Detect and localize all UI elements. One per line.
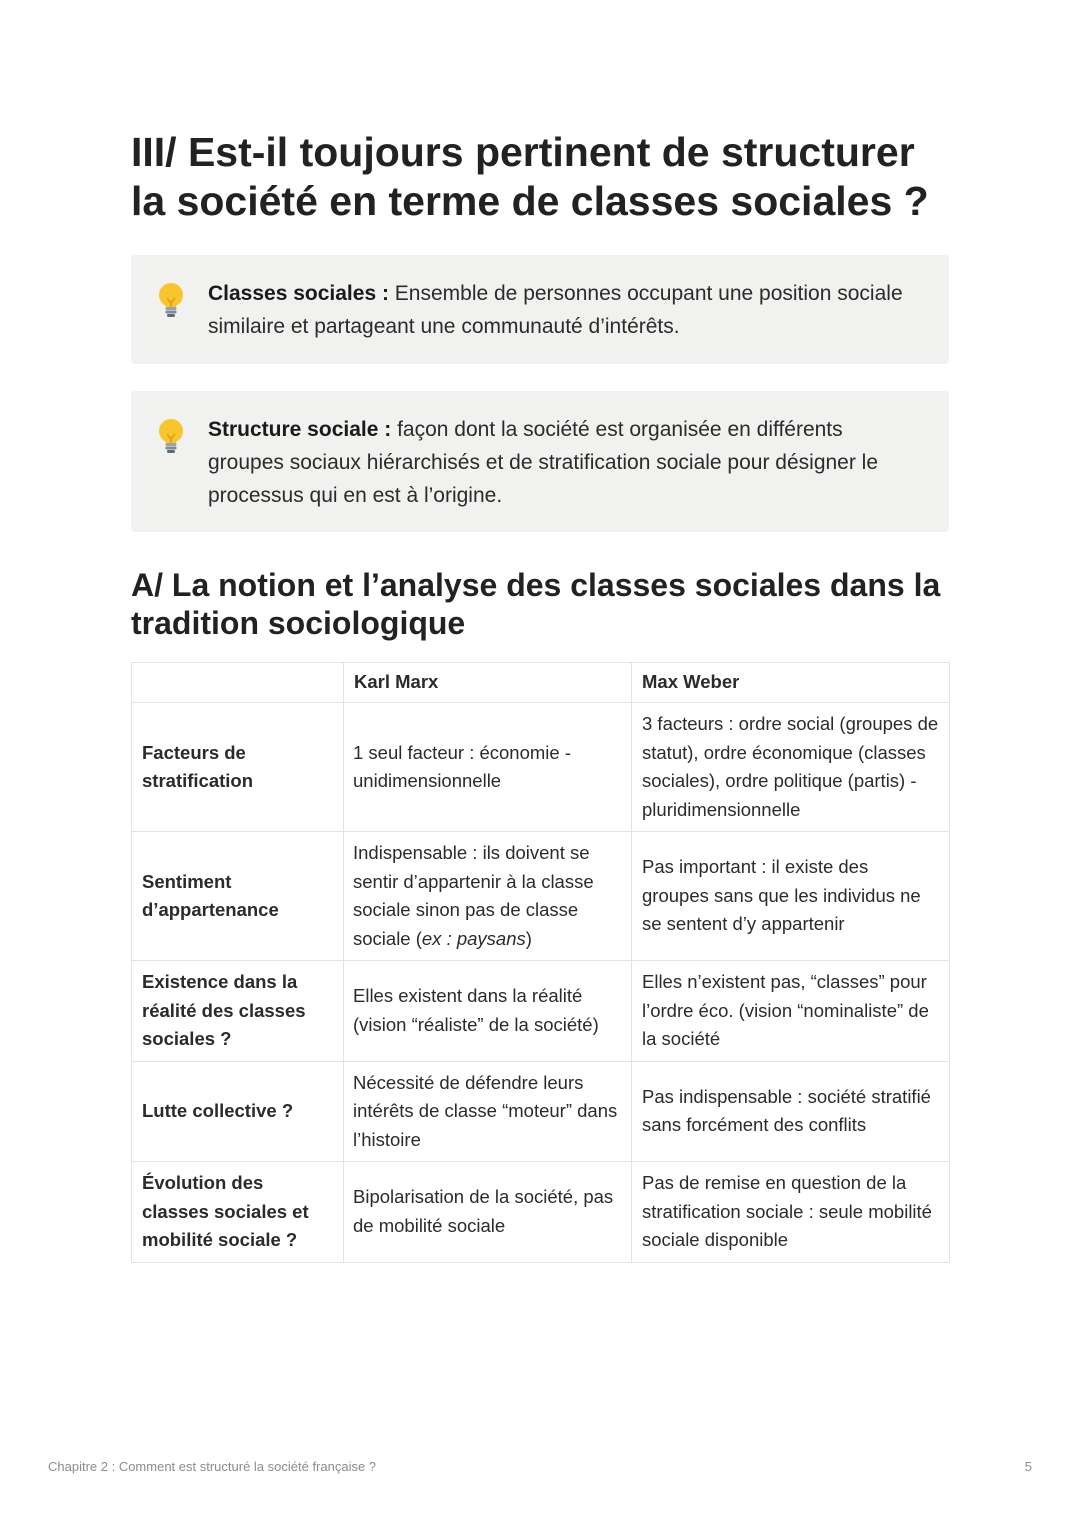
table-row: [132, 832, 950, 961]
marx-cell-text: Indispensable : ils doivent se sentir d’appartenir à la classe sociale sinon pas de classe sociale (: [353, 842, 594, 949]
footer-chapter-title: Chapitre 2 : Comment est structuré la société française ?: [48, 1459, 377, 1474]
marx-cell: Nécessité de défendre leurs intérêts de classe “moteur” dans l’histoire: [344, 1061, 632, 1162]
page-number: 5: [1024, 1459, 1032, 1474]
marx-cell-example: ex : paysans: [421, 927, 526, 949]
weber-cell: Pas indispensable : société stratifié sans forcément des conflits: [632, 1061, 950, 1162]
definition-callout-structure-sociale: [131, 391, 949, 532]
table-row: [132, 1162, 950, 1263]
callout-definition: façon dont la société est organisée en différents groupes sociaux hiérarchisés et de stratification sociale pour désigner le processus qui en est à l’origine.: [208, 418, 879, 507]
comparison-table: [131, 662, 950, 1263]
lightbulb-icon: [155, 417, 187, 457]
marx-cell: [344, 832, 632, 961]
table-header-karl-marx: Karl Marx: [344, 663, 632, 703]
row-label: Existence dans la réalité des classes sociales ?: [132, 961, 344, 1062]
marx-cell-text-end: ): [525, 927, 532, 949]
weber-cell: Pas important : il existe des groupes sans que les individus ne se sentent d’y appartenir: [632, 832, 950, 961]
row-label: Évolution des classes sociales et mobilité sociale ?: [132, 1162, 344, 1263]
callout-text: [208, 277, 909, 343]
subsection-heading: A/ La notion et l’analyse des classes sociales dans la tradition sociologique: [131, 567, 941, 641]
definition-callout-classes-sociales: [131, 255, 949, 364]
row-label: Facteurs de stratification: [132, 703, 344, 832]
table-row: [132, 961, 950, 1062]
callout-definition: Ensemble de personnes occupant une position sociale similaire et partageant une communauté d’intérêts.: [208, 282, 903, 338]
table-header-row: [132, 663, 950, 703]
marx-cell: 1 seul facteur : économie - unidimensionnelle: [344, 703, 632, 832]
weber-cell: Pas de remise en question de la stratification sociale : seule mobilité sociale disponible: [632, 1162, 950, 1263]
marx-cell: Elles existent dans la réalité (vision “réaliste” de la société): [344, 961, 632, 1062]
callout-term: Classes sociales :: [208, 282, 389, 305]
page-footer: [48, 1459, 1032, 1474]
row-label: Sentiment d’appartenance: [132, 832, 344, 961]
table-row: [132, 703, 950, 832]
weber-cell: Elles n’existent pas, “classes” pour l’ordre éco. (vision “nominaliste” de la société: [632, 961, 950, 1062]
weber-cell: 3 facteurs : ordre social (groupes de statut), ordre économique (classes sociales), ordre politique (partis) - pluridimensionnelle: [632, 703, 950, 832]
table-row: [132, 1061, 950, 1162]
callout-text: [208, 413, 909, 512]
lightbulb-icon: [155, 281, 187, 321]
table-header-max-weber: Max Weber: [632, 663, 950, 703]
section-heading: III/ Est-il toujours pertinent de structurer la société en terme de classes sociales ?: [131, 129, 929, 224]
marx-cell: Bipolarisation de la société, pas de mobilité sociale: [344, 1162, 632, 1263]
callout-term: Structure sociale :: [208, 418, 392, 441]
table-header-empty: [132, 663, 344, 703]
row-label: Lutte collective ?: [132, 1061, 344, 1162]
